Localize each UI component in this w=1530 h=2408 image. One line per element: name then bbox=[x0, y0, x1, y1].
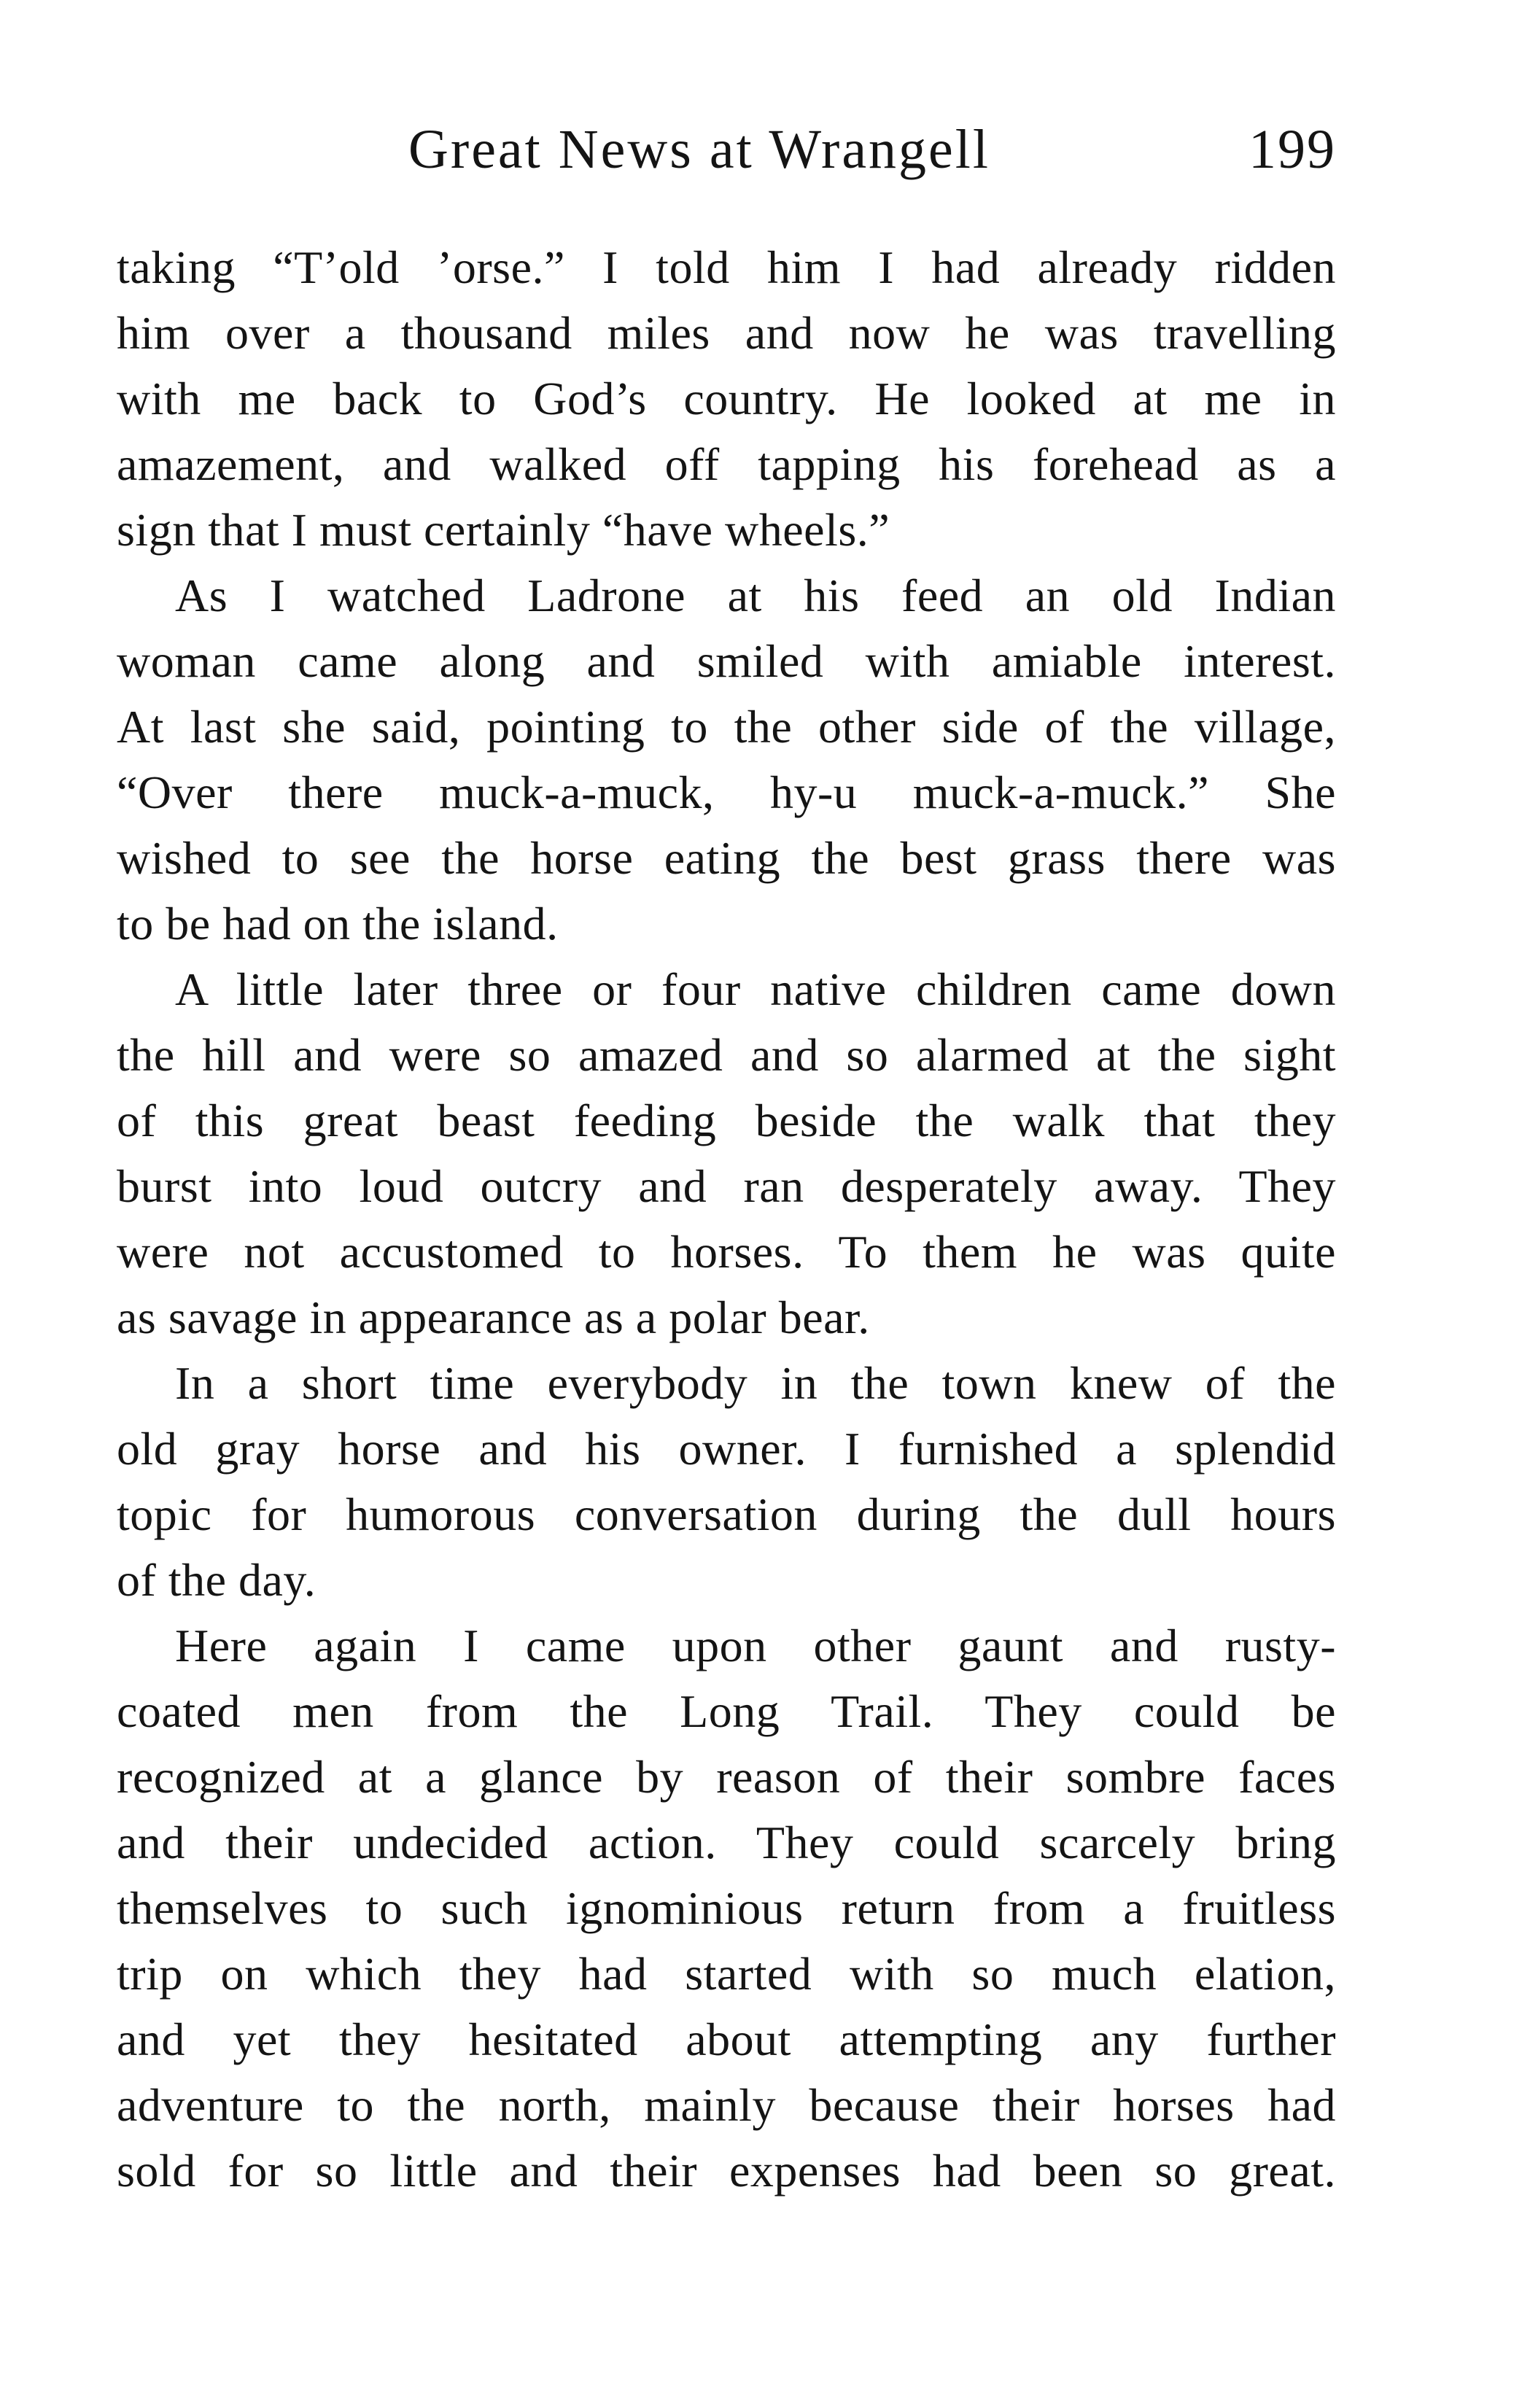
text-line: coated men from the Long Trail. They could be bbox=[117, 1685, 1336, 1737]
text-line: to be had on the island. bbox=[117, 898, 559, 949]
text-line: with me back to God’s country. He looked at me in bbox=[117, 373, 1336, 424]
text-line: recognized at a glance by reason of their sombre faces bbox=[117, 1751, 1336, 1803]
text-line: and yet they hesitated about attempting any further bbox=[117, 2013, 1336, 2065]
text-line: In a short time everybody in the town knew of the bbox=[175, 1357, 1336, 1409]
text-line: sign that I must certainly “have wheels.” bbox=[117, 504, 890, 556]
text-line: themselves to such ignominious return from a fruitless bbox=[117, 1882, 1336, 1934]
paragraph-4 bbox=[117, 1351, 1336, 1613]
paragraph-2 bbox=[117, 563, 1336, 957]
text-line: woman came along and smiled with amiable interest. bbox=[117, 635, 1336, 687]
paragraph-5 bbox=[117, 1613, 1336, 2204]
text-line: adventure to the north, mainly because their horses had bbox=[117, 2079, 1336, 2131]
text-line: the hill and were so amazed and so alarmed at the sight bbox=[117, 1029, 1336, 1081]
text-line: A little later three or four native children came down bbox=[175, 963, 1336, 1015]
text-line: of the day. bbox=[117, 1554, 317, 1606]
text-line: of this great beast feeding beside the walk that they bbox=[117, 1095, 1336, 1146]
text-line: as savage in appearance as a polar bear. bbox=[117, 1292, 870, 1343]
text-line: trip on which they had started with so much elation, bbox=[117, 1948, 1336, 2000]
text-line: topic for humorous conversation during the dull hours bbox=[117, 1488, 1336, 1540]
text-line: burst into loud outcry and ran desperately away. They bbox=[117, 1160, 1336, 1212]
text-line: At last she said, pointing to the other side of the village, bbox=[117, 701, 1336, 753]
text-line: him over a thousand miles and now he was travelling bbox=[117, 307, 1336, 359]
paragraph-3 bbox=[117, 957, 1336, 1351]
text-line: Here again I came upon other gaunt and rusty- bbox=[175, 1620, 1336, 1671]
text-line: “Over there muck-a-muck, hy-u muck-a-muck.” She bbox=[117, 766, 1336, 818]
text-line: As I watched Ladrone at his feed an old Indian bbox=[175, 570, 1336, 621]
text-line: sold for so little and their expenses had been so great. bbox=[117, 2145, 1336, 2197]
text-line: old gray horse and his owner. I furnished a splendid bbox=[117, 1423, 1336, 1475]
text-line: wished to see the horse eating the best grass there was bbox=[117, 832, 1336, 884]
paragraph-1 bbox=[117, 235, 1336, 563]
text-line: were not accustomed to horses. To them he was quite bbox=[117, 1226, 1336, 1278]
text-line: and their undecided action. They could scarcely bring bbox=[117, 1817, 1336, 1868]
running-title: Great News at Wrangell bbox=[408, 119, 991, 180]
page-header bbox=[117, 109, 1336, 190]
text-line: taking “T’old ’orse.” I told him I had already ridden bbox=[117, 241, 1336, 293]
body-text bbox=[117, 235, 1336, 2204]
text-line: amazement, and walked off tapping his forehead as a bbox=[117, 438, 1336, 490]
page-number: 199 bbox=[1249, 119, 1336, 180]
